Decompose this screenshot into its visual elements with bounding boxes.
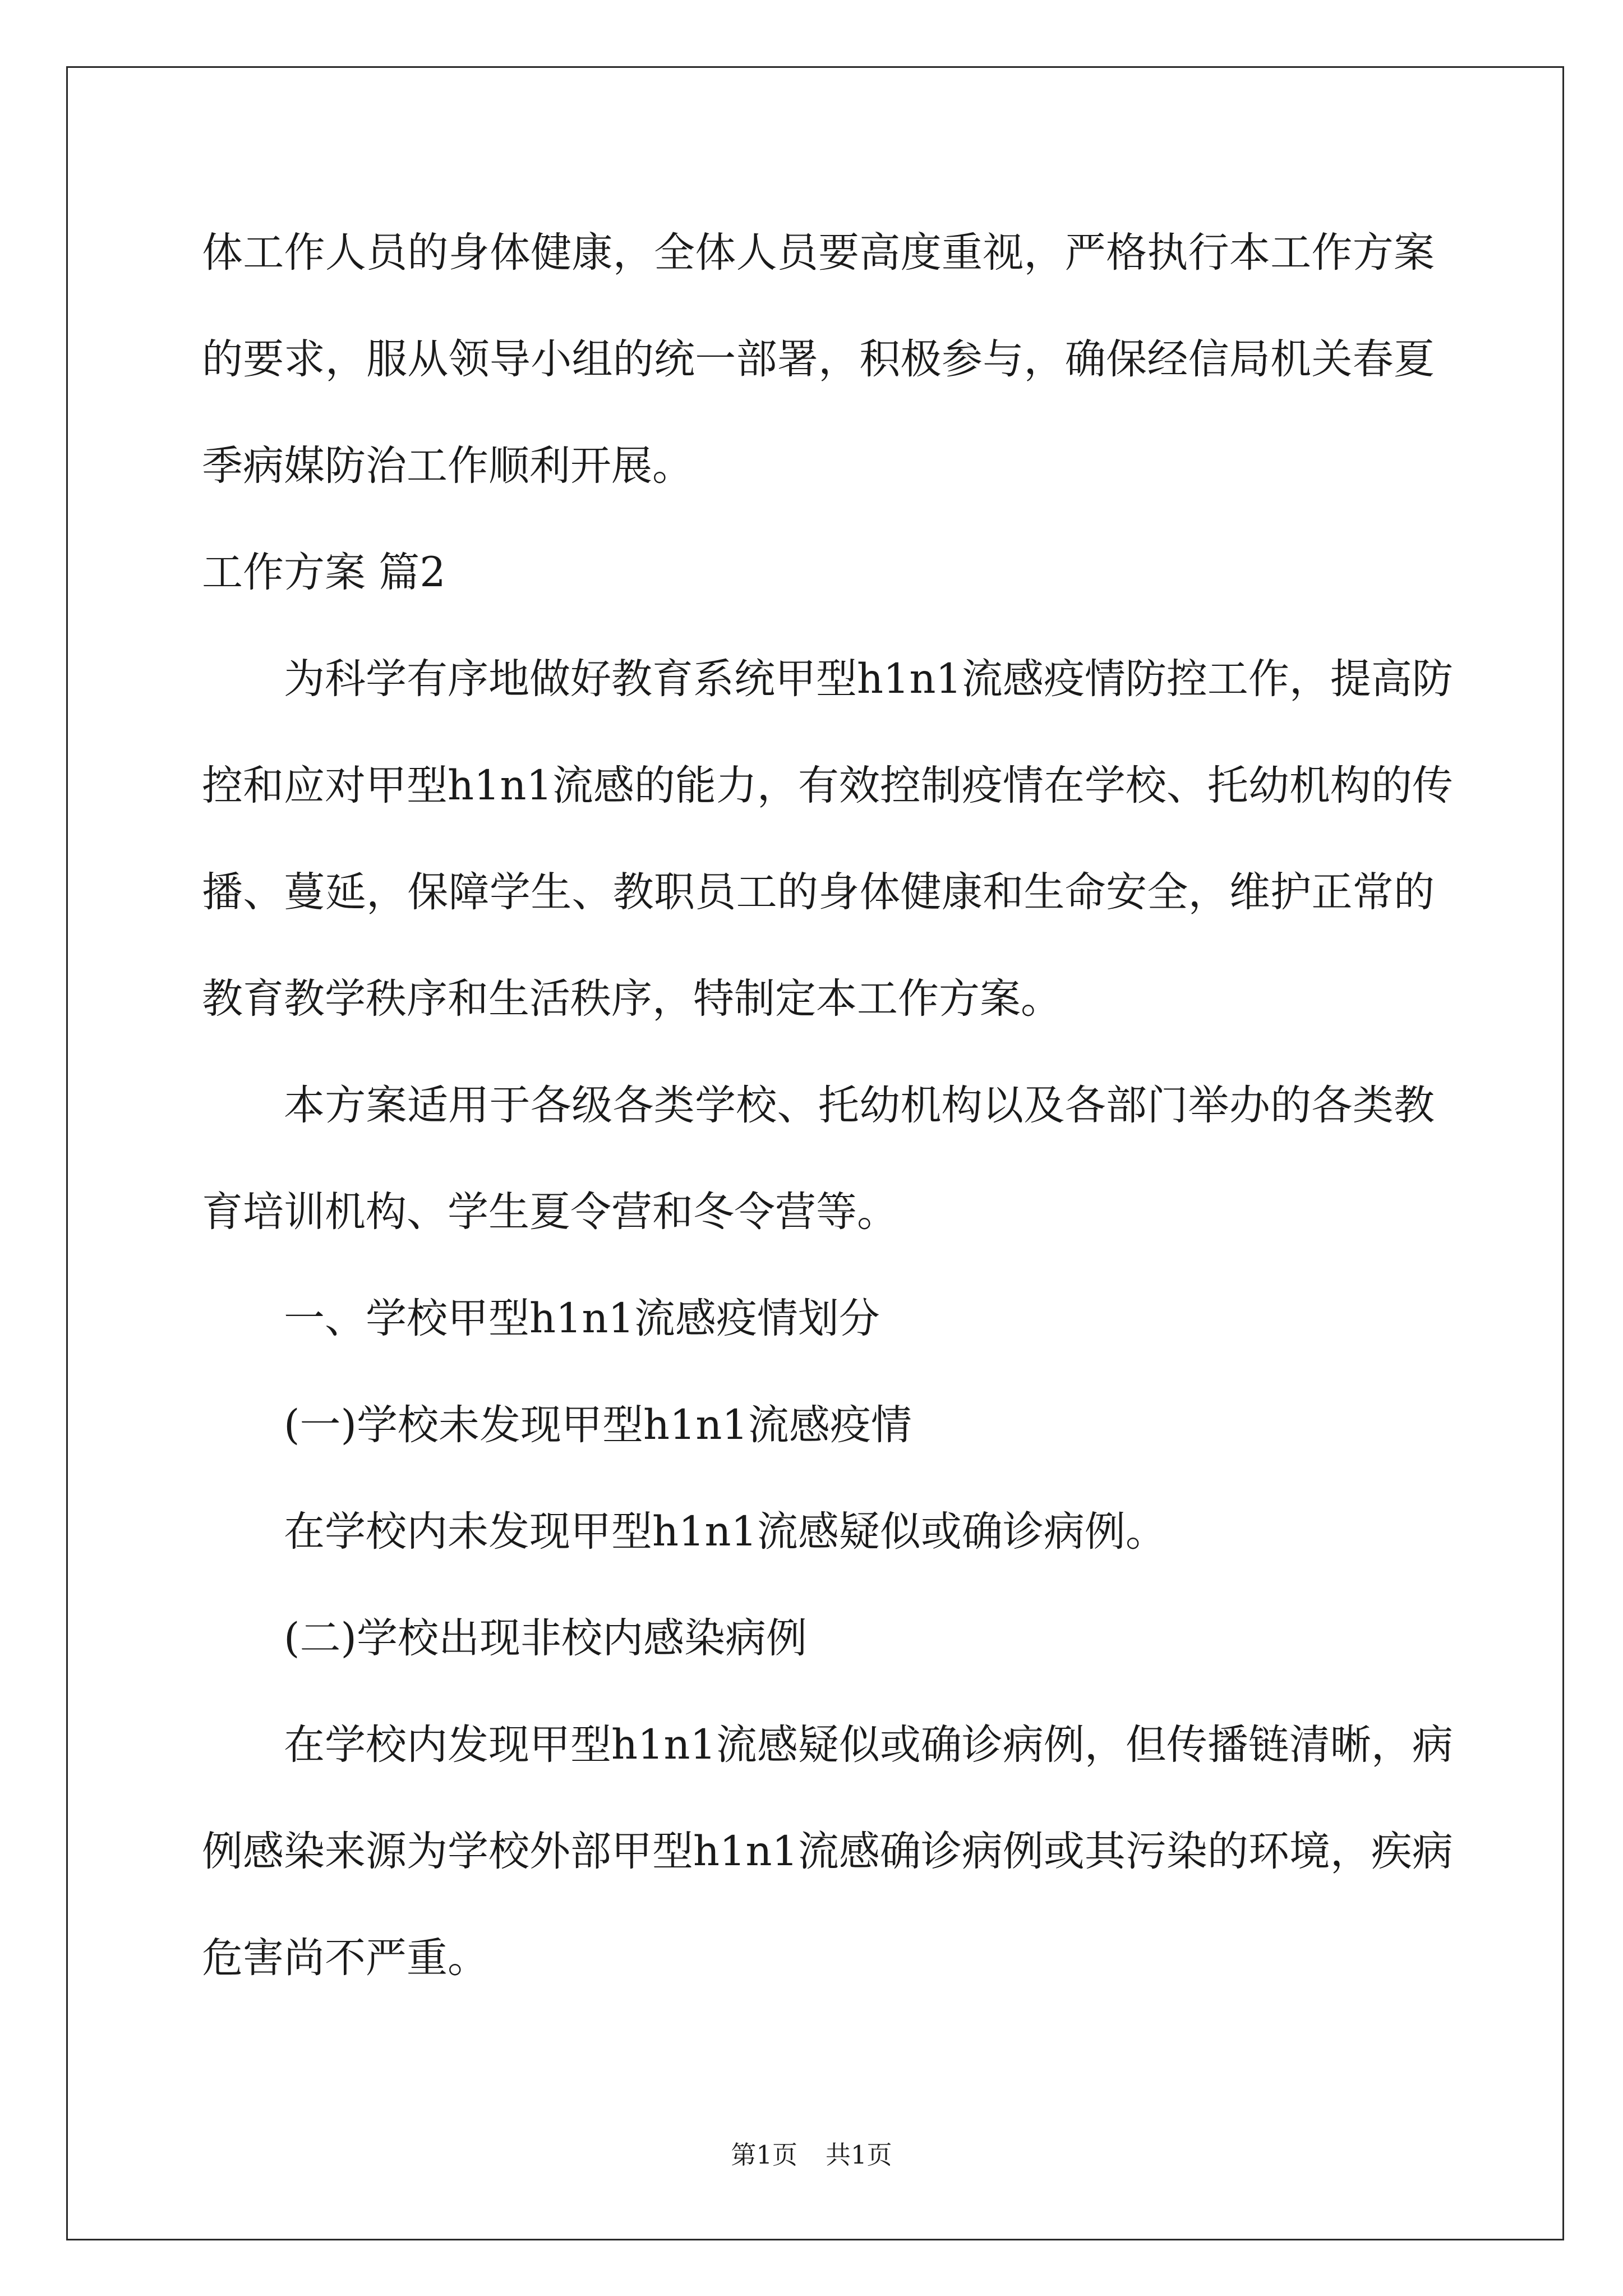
text-line: 育培训机构、学生夏令营和冬令营等。 xyxy=(202,1188,898,1236)
page-total: 共1页 xyxy=(826,2140,892,2170)
text-line: (二)学校出现非校内感染病例 xyxy=(284,1614,807,1662)
text-line: 危害尚不严重。 xyxy=(202,1934,488,1982)
text-line: 例感染来源为学校外部甲型h1n1流感确诊病例或其污染的环境，疾病 xyxy=(202,1828,1453,1875)
text-line: 一、学校甲型h1n1流感疫情划分 xyxy=(284,1295,880,1342)
text-line: 体工作人员的身体健康，全体人员要高度重视，严格执行本工作方案 xyxy=(202,229,1435,277)
text-line: 播、蔓延，保障学生、教职员工的身体健康和生命安全，维护正常的 xyxy=(202,868,1435,916)
text-line: 控和应对甲型h1n1流感的能力，有效控制疫情在学校、托幼机构的传 xyxy=(202,762,1453,809)
text-line: 本方案适用于各级各类学校、托幼机构以及各部门举办的各类教 xyxy=(284,1082,1435,1129)
text-line: 季病媒防治工作顺利开展。 xyxy=(202,442,693,490)
text-line: 为科学有序地做好教育系统甲型h1n1流感疫情防控工作，提高防 xyxy=(284,655,1453,703)
text-line: 教育教学秩序和生活秩序，特制定本工作方案。 xyxy=(202,975,1062,1023)
heading-line: 工作方案 篇2 xyxy=(202,549,446,596)
text-line: 的要求，服从领导小组的统一部署，积极参与，确保经信局机关春夏 xyxy=(202,335,1435,383)
subheading-1 xyxy=(202,1266,1435,1372)
paragraph-continued xyxy=(202,200,1435,519)
text-line: (一)学校未发现甲型h1n1流感疫情 xyxy=(284,1401,912,1449)
text-line: 在学校内未发现甲型h1n1流感疑似或确诊病例。 xyxy=(284,1508,1166,1556)
section-heading xyxy=(202,519,1435,626)
paragraph-purpose xyxy=(202,626,1453,1052)
paragraph-scope xyxy=(202,1052,1435,1266)
text-line: 在学校内发现甲型h1n1流感疑似或确诊病例，但传播链清晰，病 xyxy=(284,1721,1453,1769)
subheading-1-1 xyxy=(202,1372,1435,1479)
paragraph-1-1 xyxy=(202,1479,1435,1585)
page-footer xyxy=(0,2138,1623,2172)
paragraph-1-2 xyxy=(202,1692,1453,2012)
subheading-1-2 xyxy=(202,1585,1435,1692)
page-number: 第1页 xyxy=(731,2140,797,2170)
document-body xyxy=(202,200,1453,2012)
